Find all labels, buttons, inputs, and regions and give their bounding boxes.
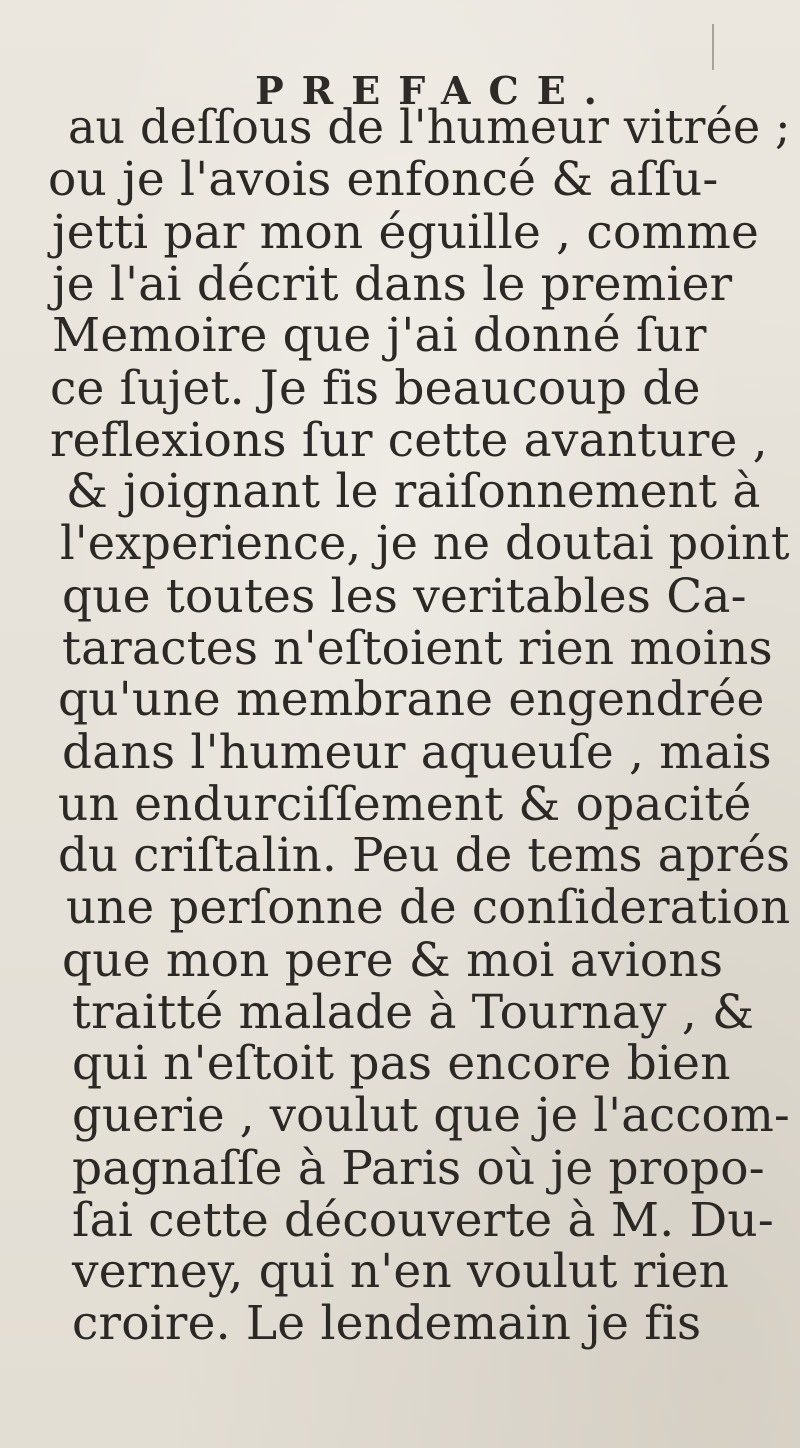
text-line-4: je l'ai décrit dans le premier [52, 257, 733, 312]
text-line-12: qu'une membrane engendrée [58, 672, 765, 727]
text-line-6: ce ſujet. Je fis beaucoup de [50, 361, 701, 416]
text-line-18: traitté malade à Tournay , & [72, 985, 755, 1040]
text-line-9: l'experience, je ne doutai point [60, 516, 790, 571]
text-line-14: un endurciſſement & opacité [58, 777, 752, 832]
text-line-22: ſai cette découverte à M. Du- [72, 1193, 774, 1248]
text-line-7: reflexions ſur cette avanture , [50, 413, 768, 468]
text-line-13: dans l'humeur aqueuſe , mais [62, 725, 772, 780]
text-line-24: croire. Le lendemain je fis [72, 1296, 702, 1351]
text-line-8: & joignant le raiſonnement à [66, 464, 761, 519]
text-line-1: au deſſous de l'humeur vitrée ; [68, 100, 791, 155]
text-line-11: taractes n'eſtoient rien moins [62, 621, 773, 676]
text-line-23: verney, qui n'en voulut rien [72, 1244, 730, 1299]
text-line-19: qui n'eſtoit pas encore bien [72, 1036, 731, 1091]
text-line-16: une perſonne de conſideration [66, 880, 791, 935]
text-line-2: ou je l'avois enfoncé & aſſu- [48, 152, 719, 207]
page-header: PREFACE. [255, 68, 615, 113]
text-line-15: du criſtalin. Peu de tems aprés [58, 828, 791, 883]
text-line-3: jetti par mon éguille , comme [52, 205, 759, 260]
text-line-20: guerie , voulut que je l'accom- [72, 1088, 790, 1143]
text-line-10: que toutes les veritables Ca- [62, 569, 747, 624]
text-line-21: pagnaſſe à Paris où je propo- [72, 1141, 765, 1196]
text-line-5: Memoire que j'ai donné ſur [52, 308, 707, 363]
text-line-17: que mon pere & moi avions [62, 933, 724, 988]
